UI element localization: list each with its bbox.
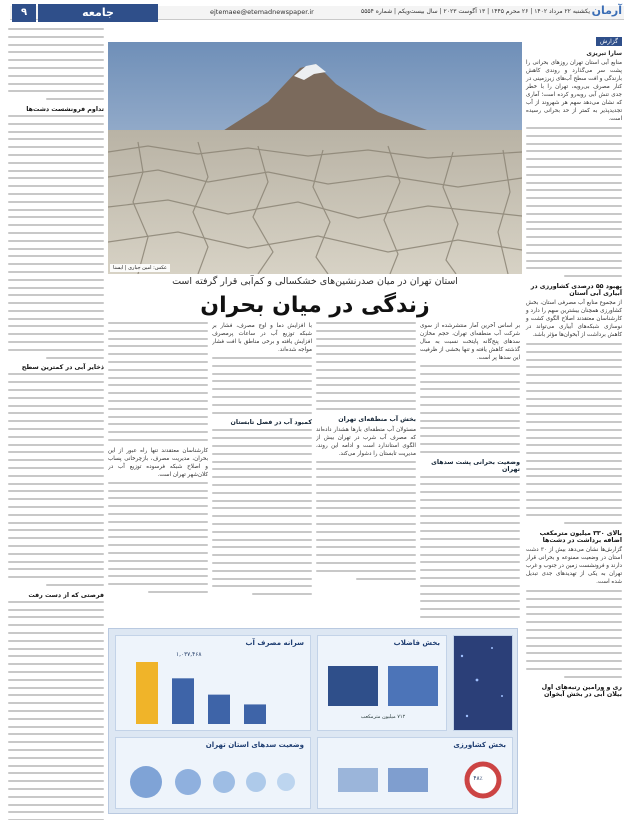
dam-circle (175, 769, 201, 795)
panel-title: وضعیت سدهای استان تهران (205, 741, 304, 749)
dam-circle (130, 766, 162, 798)
issue-date: یکشنبه ۲۲ مرداد ۱۴۰۲ | ۲۶ محرم ۱۴۴۵ | ۱۳ آگوست ۲۰۲۳ | سال بیست‌و‌یکم | شماره ۵۵۵۴ (360, 8, 590, 15)
subhead: بهبود ۵۵ درصدی کشاورزی در آبیاری آبی استان (530, 282, 622, 297)
usage-panel (115, 635, 311, 731)
body-column-2 (316, 322, 416, 620)
agri-block (338, 768, 378, 792)
subhead: ذخایر آبی در کمترین سطح (21, 364, 104, 372)
agriculture-pie (318, 738, 514, 810)
dam-circle (213, 771, 235, 793)
text-lines (420, 476, 520, 620)
dry-lakebed-illustration (108, 42, 522, 274)
water-infographic (108, 628, 518, 814)
text-lines (8, 28, 104, 100)
byline: سارا تبریزی (586, 50, 622, 57)
text-lines (8, 601, 104, 820)
paragraph: بر اساس آخرین آمار منتشرشده از سوی شرکت آب منطقه‌ای تهران، حجم مخازن سدهای پنج‌گانه پایتخت نسبت به سال گذشته کاهش یافته و تنها بخشی از ظرفیت این سدها پر است. (420, 323, 520, 361)
agri-percent: ۴۸٪ (473, 776, 483, 782)
article-subtitle: استان تهران در میان صدرنشین‌های خشکسالی و کم‌آبی قرار گرفته است (172, 276, 458, 287)
subhead: فرصتی که از دست رفت (28, 591, 104, 599)
usage-bar (244, 704, 266, 724)
deficit-block-1 (328, 666, 378, 706)
dams-panel (115, 737, 311, 809)
dam-circle (277, 773, 295, 791)
right-column (526, 28, 622, 814)
paragraph: گزارش‌ها نشان می‌دهد بیش از ۳۰ دشت استان در وضعیت ممنوعه و بحرانی قرار دارند و فرونشست زمین در جنوب و غرب تهران به یکی از تهدیدهای جدی تبدیل شده است. (526, 547, 623, 586)
section-email: ejtemaee@etemadnewspaper.ir (210, 8, 314, 16)
text-lines (316, 461, 416, 580)
text-lines (212, 357, 312, 414)
paragraph: با افزایش دما و اوج مصرف، فشار بر شبکه توزیع آب در ساعات پرمصرف افزایش یافته و برخی مناطق با افت فشار مواجه شده‌اند. (212, 323, 312, 353)
subhead: کمبود آب در فصل تابستان (230, 419, 312, 427)
usage-bar (136, 662, 158, 724)
body-column-3 (212, 322, 312, 620)
water-map-panel (453, 635, 513, 731)
article-title: زندگی در میان بحران (200, 293, 430, 318)
text-lines (420, 365, 520, 453)
paragraph: مسئولان آب منطقه‌ای بارها هشدار داده‌اند که مصرف آب شرب در تهران بیش از الگوی استاندارد است و ادامه این روند، مدیریت تابستان را دشوار می‌کند. (316, 426, 416, 457)
usage-value: ۱,۰۳۷,۴۶۸ (176, 652, 202, 658)
panel-title: بخش فاضلاب (393, 639, 440, 647)
dam-circles (116, 738, 312, 810)
text-lines (108, 482, 208, 593)
text-lines (526, 127, 622, 277)
panel-title: سرانه مصرف آب (245, 639, 304, 647)
deficit-block-2 (388, 666, 438, 706)
agri-block (388, 768, 428, 792)
left-column (8, 28, 104, 814)
subhead: تداوم فرونشست دشت‌ها (26, 105, 104, 113)
subhead: وضعیت بحرانی پشت سدهای تهران (431, 458, 520, 473)
text-lines (108, 322, 208, 441)
paragraph: از مجموع منابع آب مصرفی استان، بخش کشاورزی همچنان بیشترین سهم را دارد و کارشناسان معتقدند اصلاح الگوی کشت و نوسازی شبکه‌های آبیاری می‌تواند در کاهش برداشت از آبخوان‌ها مؤثر باشد. (526, 299, 622, 338)
panel-title: بخش کشاورزی (453, 741, 506, 749)
deficit-panel (317, 635, 447, 731)
subhead: بالای ۳۳۰ میلیون مترمکعب اضافه برداشت در دشت‌ها (539, 530, 622, 545)
stars-pattern (452, 636, 512, 732)
section-name: جامعه (38, 4, 158, 22)
text-lines (526, 343, 622, 524)
usage-bar (208, 695, 230, 724)
agriculture-panel (317, 737, 513, 809)
usage-bar-chart (116, 636, 312, 732)
subhead: بخش آب منطقه‌ای تهران (338, 415, 416, 423)
text-lines (212, 429, 312, 595)
page-number: ۹ (12, 4, 36, 22)
text-lines (8, 373, 104, 586)
dam-circle (246, 772, 266, 792)
page-header (0, 0, 630, 24)
body-column-1 (420, 322, 520, 620)
paragraph: کارشناسان معتقدند تنها راه عبور از این بحران، مدیریت مصرف، بازچرخانی پساب و اصلاح شبکه فرسوده توزیع آب در کلان‌شهر تهران است. (108, 447, 208, 478)
lead-photo (108, 42, 522, 274)
newspaper-logo: آرمان (591, 4, 622, 17)
subhead: ری و ورامین رتبه‌های اول بیلان آبی در بخش آبخوان (541, 683, 622, 698)
text-lines (316, 322, 416, 410)
photo-credit: عکس: امین جباری | ایسنا (110, 264, 170, 272)
usage-bar (172, 678, 194, 724)
section-tag: گزارش (596, 37, 622, 46)
intro-paragraph: منابع آبی استان تهران روز‌های بحرانی را پشت سر می‌گذارد و روندی کاهش بارندگی و افت سطح آب‌های زیرزمینی در کنار مصرف بی‌رویه، تهران را با خطر جدی تنش آبی روبه‌رو کرده است؛ آماری که نشان می‌دهد سهم هر شهروند از آب تجدیدپذیر به کمتر از حد بحرانی رسیده است. (526, 60, 622, 122)
volume-value: ۷۱۲ میلیون مترمکعب (360, 714, 406, 720)
text-lines (526, 590, 622, 678)
text-lines (8, 115, 104, 359)
body-column-4 (108, 322, 208, 620)
